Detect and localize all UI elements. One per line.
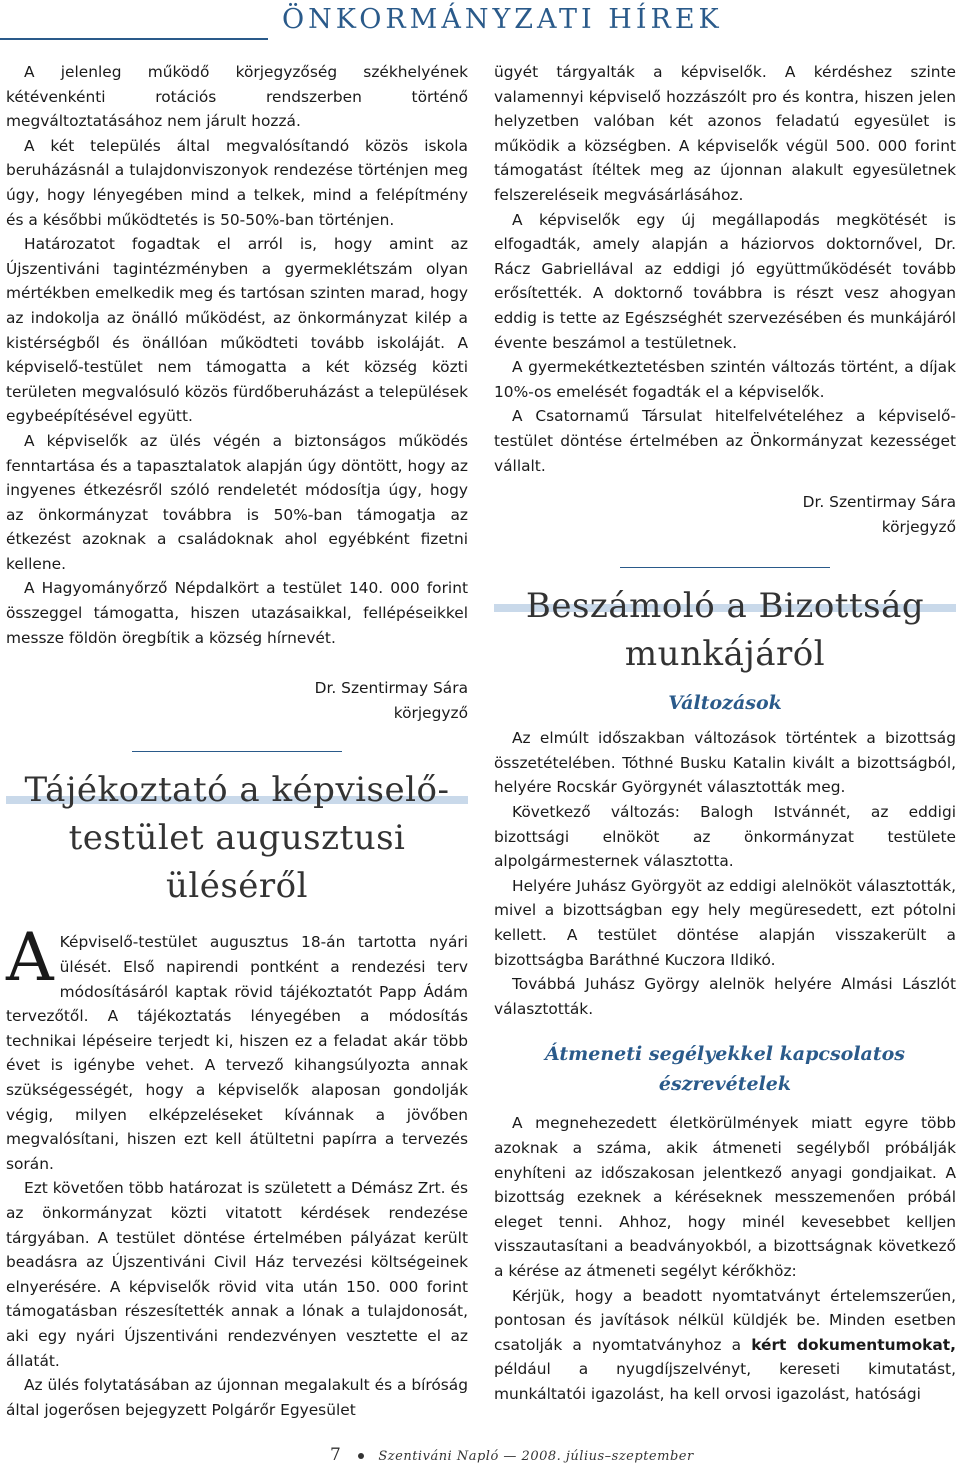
signature-role: körjegyző <box>393 703 468 722</box>
paragraph: Az elmúlt időszakban változások történtek a bizottság összetételében. Tóthné Busku Katalin kivált a bizottságból, helyére Rocskár Györgynét választották meg. <box>494 729 956 797</box>
paragraph: A gyermekétkeztetésben szintén változás történt, a díjak 10%-os emelését fogadták el a képviselők. <box>494 358 956 401</box>
paragraph: A két település által megvalósítandó közös iskola beruházásnál a tulajdonviszonyok rendezése történjen meg úgy, hogy lényegében mind a telkek, mind a felépítmény és a későbbi működtetés is 50-50%-ban történjen. <box>6 136 468 229</box>
paragraph: Az ülés folytatásában az újonnan megalakult és a bíróság által jogerősen bejegyzett Polgárőr Egyesület <box>6 1376 468 1419</box>
paragraph: A megnehezedett életkörülmények miatt egyre több azoknak a száma, akik átmeneti segélyből próbálják enyhíteni az időszakosan jelentkező anyagi gondjaikat. A bizottság ezeknek a kéréseknek messzemenően próbál eleget tenni. Ahhoz, hogy minél kevesebbet kelljen visszautasítani a beadványokból, a bizottságnak következő a kérése az átmeneti segélyt kérőkhöz: <box>494 1114 956 1280</box>
bullet-icon <box>358 1453 364 1459</box>
paragraph: Következő változás: Balogh Istvánnét, az eddigi bizottsági elnököt az önkormányzat testülete alpolgármesternek választotta. <box>494 803 956 871</box>
paragraph: Továbbá Juhász György alelnök helyére Almási Lászlót választották. <box>494 975 956 1018</box>
paragraph: Kérjük, hogy a beadott nyomtatványt értelemszerűen, pontosan és javítások nélkül küldjék be. Minden esetben csatolják a nyomtatványhoz a kért dokumentumokat, például a nyugdíjszelvényt, kereseti kimutatást, munkáltatói igazolást, ha kell orvosi igazolást, hatósági <box>494 1286 956 1403</box>
article-title-right: Beszámoló a Bizottság munkájáról <box>494 582 956 678</box>
signature-role: körjegyző <box>881 517 956 536</box>
paragraph: ügyét tárgyalták a képviselők. A kérdéshez szinte valamennyi képviselő hozzászólt pro és kontra, hiszen jelen helyzetben valóban két azonos feladatú egyesület is működik a községben. A képviselők végül 500. 000 forint támogatást ítéltek meg az újonnan alakult egyesületnek felszereléseik megvásárlásához. <box>494 63 956 204</box>
article-title-left: Tájékoztató a képviselő-testület augusztusi üléséről <box>6 766 468 910</box>
subheading-changes: Változások <box>668 692 782 715</box>
left-column <box>6 60 468 1422</box>
subheading-temporary-aid: Átmeneti segélyekkel kapcsolatos észrevételek <box>544 1043 906 1096</box>
paragraph: A jelenleg működő körjegyzőség székhelyének kétévenkénti rotációs rendszerben történő megváltoztatásához nem járult hozzá. <box>6 63 468 131</box>
magazine-name: Szentiváni Napló — 2008. július–szeptember <box>378 1449 694 1464</box>
section-title: ÖNKORMÁNYZATI HÍREK <box>282 4 723 35</box>
drop-cap: A <box>6 919 54 997</box>
paragraph: A Hagyományőrző Népdalkört a testület 140. 000 forint összeggel támogatta, hiszen utazásaikkal, fellépéseikkel messze földön öregbítik a község hírnevét. <box>6 579 468 647</box>
page-footer <box>330 1445 694 1465</box>
header-rule <box>0 0 268 40</box>
page-number: 7 <box>330 1445 341 1465</box>
lead-paragraph: A Képviselő-testület augusztus 18-án tartotta nyári ülését. Első napirendi pontként a rendezési terv módosításáról kaptak rövid tájékoztatót Papp Ádám tervezőtől. A tájékoztatás lényegében a módosítás technikai lépéseire terjedt ki, hiszen ez a feladat akár több évet is igénybe vehet. A tervező kihangsúlyozta annak szükségességét, hogy a képviselők alaposan gondolják végig, milyen elképzeléseket kívánnak a jövőben megvalósítani, hiszen ezt kell átültetni papírra a tervezés során. <box>6 919 468 1173</box>
signature-name: Dr. Szentirmay Sára <box>802 493 956 512</box>
paragraph: Határozatot fogadtak el arról is, hogy amint az Újszentiváni tagintézményben a gyermeklétszám olyan mértékben emelkedik meg és tartósan szinten marad, hogy az indokolja az önálló működést, az önkormányzat kilép a kistérségből és önállóan működteti tovább iskoláját. A képviselő-testület nem támogatta a két község közti területen megvalósuló közös fürdőberuházást a települések egybeépítésével együtt. <box>6 235 468 426</box>
right-column <box>494 60 956 1407</box>
paragraph: A képviselők egy új megállapodás megkötését is elfogadták, amely alapján a háziorvos doktornővel, Dr. Rácz Gabriellával az eddigi jó együttműködését tovább erősítették. A doktornő továbbra is részt vesz ahogyan eddig is tette az Egészséghét szervezésében és munkájáról évente beszámol a testületnek. <box>494 210 956 352</box>
paragraph: A Csatornamű Társulat hitelfelvételéhez a képviselő-testület döntése értelmében az Önkormányzat kezességet vállalt. <box>494 407 956 475</box>
paragraph: A képviselők az ülés végén a biztonságos működés fenntartása és a tapasztalatok alapján úgy döntött, hogy az ingyenes étkezésről szóló rendeletét módosítja úgy, hogy az önkormányzat továbbra is 50%-ban támogatja az étkezést azoknak a családoknak ahol egyébként fizetni kellene. <box>6 431 468 573</box>
paragraph: Helyére Juhász Györgyöt az eddigi alelnököt választották, mivel a bizottságban egy hely megüresedett, ezt pótolni kellett. A testület döntése alapján visszakerült a bizottságba Baráthné Kuczora Ildikó. <box>494 876 956 969</box>
signature-name: Dr. Szentirmay Sára <box>314 679 468 698</box>
paragraph: Ezt követően több határozat is született a Démász Zrt. és az önkormányzat közti vitatott kérdések rendezése tárgyában. A testület döntése értelmében pályázat került beadásra az Újszentiváni Civil Ház tervezési költségeinek elnyerésére. A képviselők rövid vita után 150. 000 forint támogatásban részesítették annak a lónak a tulajdonosát, aki egy nyári Újszentiváni rendezvényen vesztette el az állatát. <box>6 1179 468 1370</box>
bold-text: kért dokumentumokat, <box>751 1335 956 1354</box>
